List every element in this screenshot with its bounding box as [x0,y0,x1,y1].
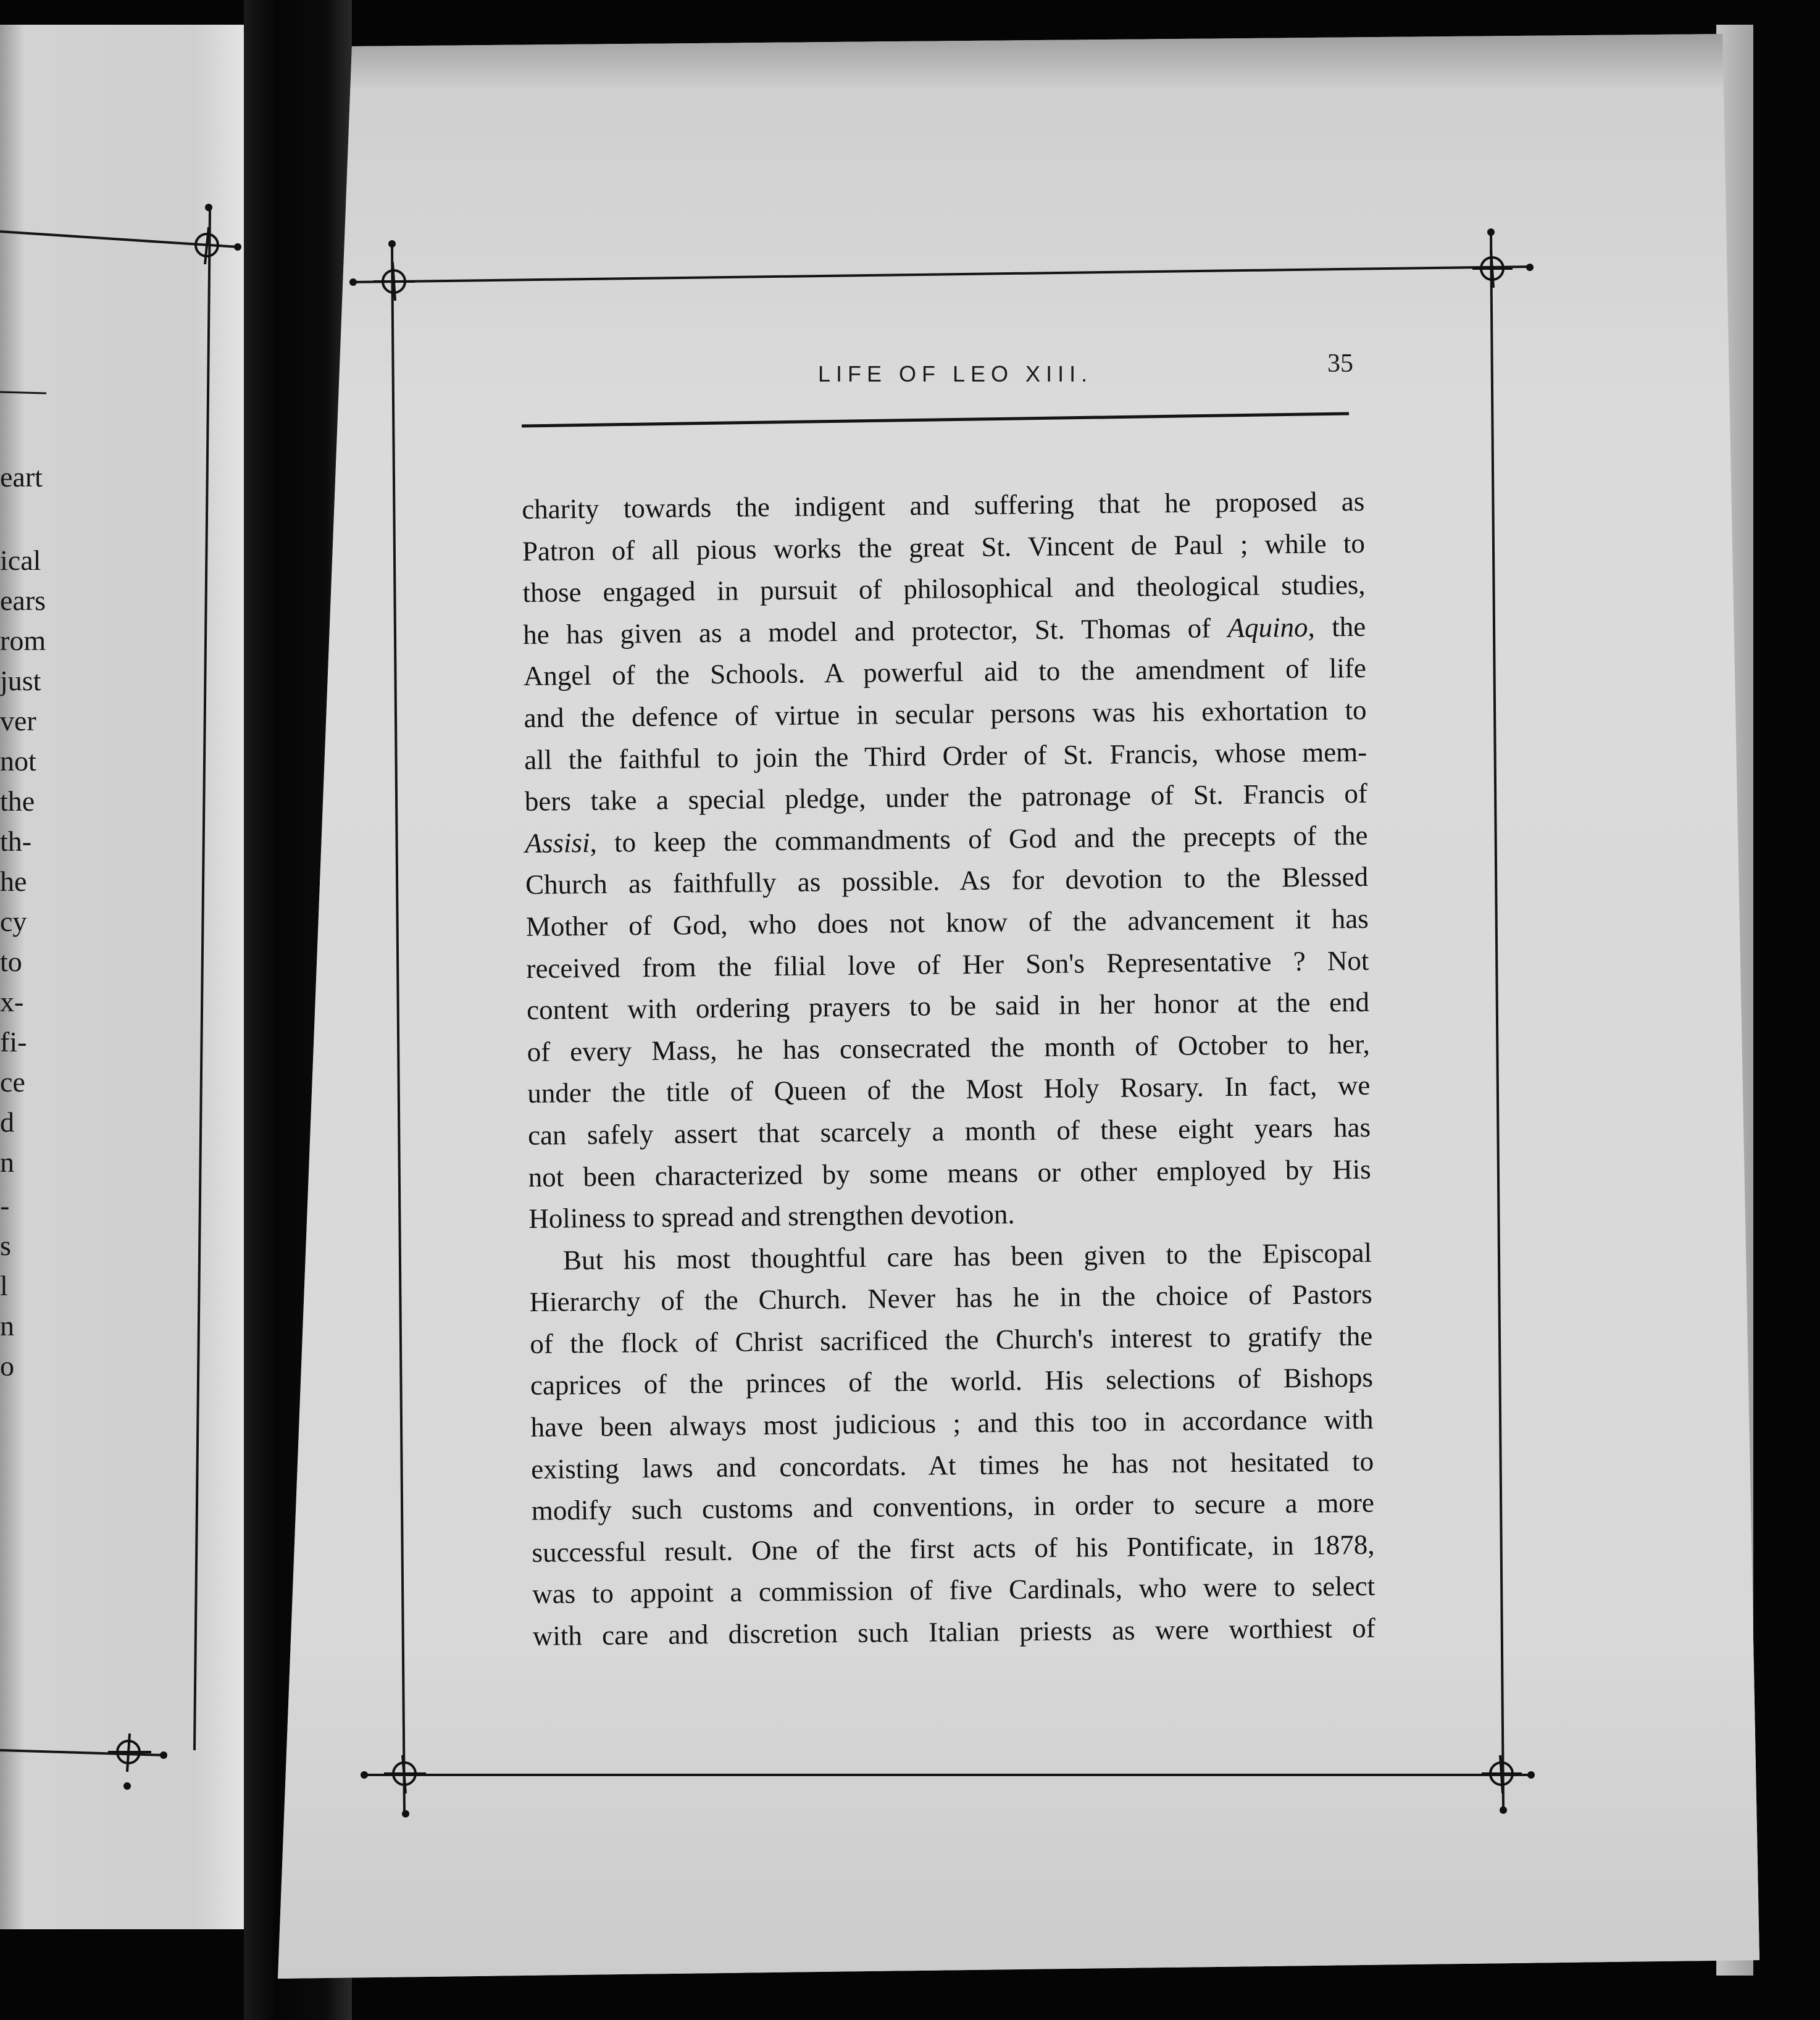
italic-place-name: Aquino [1227,611,1308,643]
fragment-line: ver [0,705,36,737]
page-number: 35 [1327,349,1353,378]
left-page-separator [0,392,46,393]
fragment-line: x- [0,986,24,1017]
text-line: charity towards the indigent and suffering that he proposed as [522,485,1365,525]
text-line: and the defence of virtue in secular persons was his exhortation to [524,694,1367,733]
text-line: Patron of all pious works the great St. Vincent de Paul ; while to [522,527,1366,567]
running-title: LIFE OF LEO XIII. [818,361,1093,386]
text-line: existing laws and concordats. At times he has not hesitated to [531,1445,1374,1485]
body-text [522,481,1375,1658]
fragment-line: s [0,1230,11,1261]
fragment-line: ical [0,545,41,576]
text-line: have been always most judicious ; and this too in accordance with [530,1403,1374,1443]
text-line: Holiness to spread and strengthen devotion. [528,1198,1015,1235]
text-line: under the title of Queen of the Most Holy Rosary. In fact, we [527,1070,1371,1109]
italic-place-name: Assisi [525,827,590,859]
text-line: successful result. One of the first acts of his Pontificate, in 1878, [532,1529,1375,1568]
text-run: , the [1308,611,1366,643]
text-line: was to appoint a commission of five Cardinals, who were to select [532,1571,1375,1610]
text-line: can safely assert that scarcely a month of these eight years has [527,1111,1371,1151]
text-line: all the faithful to join the Third Order of St. Francis, whose mem- [524,736,1367,775]
text-line: Mother of God, who does not know of the advancement it has [525,903,1369,942]
fragment-line: not [0,745,36,777]
fragment-line: fi- [0,1026,27,1058]
fragment-line: - [0,1190,10,1221]
text-line: of every Mass, he has consecrated the month of October to her, [527,1028,1370,1067]
text-line: of the flock of Christ sacrificed the Church's interest to gratify the [530,1320,1373,1359]
fragment-line: n [0,1310,14,1342]
fragment-line: rom [0,625,46,656]
fragment-line: the [0,785,35,817]
fragment-line: he [0,866,27,897]
fragment-line: th- [0,825,32,857]
text-run: he has given as a model and protector, St. Thomas of [523,612,1228,650]
text-line: with care and discretion such Italian priests as were worthiest of [532,1612,1376,1651]
text-line: bers take a special pledge, under the patronage of St. Francis of [524,778,1368,817]
header-rule [522,414,1349,426]
fragment-line: just [0,665,41,696]
text-line: caprices of the princes of the world. His selections of Bishops [530,1362,1374,1401]
text-line: Angel of the Schools. A powerful aid to the amendment of life [523,653,1367,692]
fragment-line: cy [0,906,27,937]
fragment-line: eart [0,461,43,493]
fragment-line: to [0,946,22,977]
fragment-line: l [0,1270,8,1301]
fragment-line: n [0,1146,14,1178]
text-line: Church as faithfully as possible. As for devotion to the Blessed [525,861,1369,901]
text-run: , to keep the commandments of God and the precepts of the [590,819,1368,858]
fragment-line: o [0,1350,14,1382]
fragment-line: ears [0,585,46,616]
text-line: modify such customs and conventions, in order to secure a more [531,1487,1375,1527]
text-line: received from the filial love of Her Son's Representative ? Not [526,945,1369,984]
frame-left-rule [392,244,404,1815]
fragment-line: d [0,1106,14,1138]
left-frame-right-rule [194,210,210,1750]
fragment-line: ce [0,1066,25,1098]
text-line: not been characterized by some means or other employed by His [528,1153,1371,1193]
text-line: But his most thoughtful care has been given to the Episcopal [562,1237,1372,1276]
text-line: content with ordering prayers to be said in her honor at the end [526,986,1370,1026]
text-line: those engaged in pursuit of philosophical and theological studies, [522,569,1366,609]
frame-right-rule [1491,232,1503,1809]
text-line: Hierarchy of the Church. Never has he in the choice of Pastors [529,1279,1372,1318]
frame-top-rule [352,267,1528,282]
